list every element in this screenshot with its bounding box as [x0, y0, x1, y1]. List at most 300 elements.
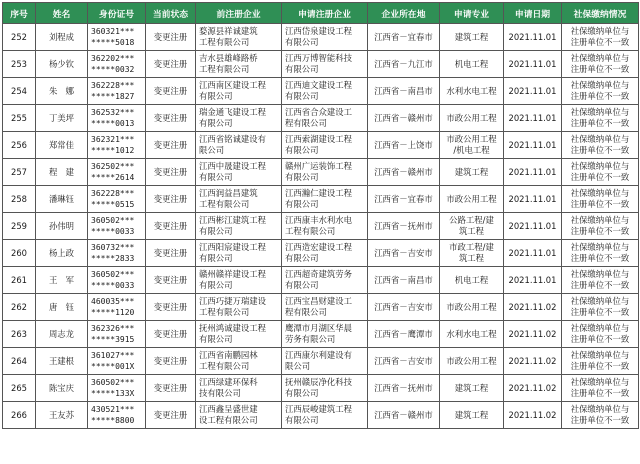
major-line: 机电工程 [454, 58, 489, 69]
cell-id [88, 132, 146, 159]
cell-no: 260 [3, 240, 36, 267]
prev-company-line: 江西鑫呈盛世建 [199, 404, 258, 414]
social-security-line: 注册单位不一致 [570, 415, 630, 425]
cell-status: 变更注册 [146, 402, 196, 429]
prev-company-line: 设工程有限公司 [199, 415, 258, 425]
prev-company-line: 赣州赣祥建设工程 [199, 269, 266, 279]
social-security-line: 社保缴纳单位与 [570, 80, 630, 90]
social-security-line: 注册单位不一致 [570, 226, 630, 236]
prev-company-line: 抚州鸿诚建设工程 [199, 323, 266, 333]
cell-major [440, 51, 504, 78]
header-major: 申请专业 [440, 3, 504, 24]
social-security-line: 社保缴纳单位与 [570, 161, 630, 171]
id-line-1: 460035*** [91, 297, 135, 306]
table-row [3, 51, 639, 78]
id-line-1: 360502*** [91, 270, 135, 279]
cell-status: 变更注册 [146, 51, 196, 78]
apply-company-line: 赣州广运装饰工程 [285, 161, 352, 171]
cell-major [440, 132, 504, 159]
cell-apply-company [282, 321, 368, 348]
id-line-1: 360502*** [91, 216, 135, 225]
cell-name: 潘琳钰 [36, 186, 88, 213]
header-prev-company: 前注册企业 [196, 3, 282, 24]
prev-company-line: 有限公司 [199, 118, 233, 128]
table-row [3, 24, 639, 51]
id-line-2: *****0515 [91, 200, 135, 209]
cell-no: 255 [3, 105, 36, 132]
apply-company-line: 程有限公司 [285, 118, 327, 128]
social-security-line: 社保缴纳单位与 [570, 296, 630, 306]
registration-table [2, 2, 639, 429]
id-line-1: 362321*** [91, 135, 135, 144]
cell-id [88, 159, 146, 186]
cell-prev-company [196, 294, 282, 321]
apply-company-line: 江西瀚仁建设工程 [285, 188, 352, 198]
cell-id [88, 267, 146, 294]
cell-name: 杨少钦 [36, 51, 88, 78]
cell-prev-company [196, 24, 282, 51]
cell-social-security [562, 402, 639, 429]
cell-date: 2021.11.02 [504, 348, 562, 375]
cell-no: 259 [3, 213, 36, 240]
table-row [3, 132, 639, 159]
prev-company-line: 江西绿建环保科 [199, 377, 258, 387]
id-line-1: 360502*** [91, 378, 135, 387]
cell-location: 江西省－赣州市 [368, 105, 440, 132]
apply-company-line: 江西省合众建设工 [285, 107, 352, 117]
cell-location: 江西省－赣州市 [368, 402, 440, 429]
cell-name: 杨上政 [36, 240, 88, 267]
social-security-line: 社保缴纳单位与 [570, 350, 630, 360]
cell-date: 2021.11.01 [504, 51, 562, 78]
cell-apply-company [282, 375, 368, 402]
cell-date: 2021.11.01 [504, 240, 562, 267]
cell-apply-company [282, 78, 368, 105]
major-line: 筑工程 [458, 226, 485, 236]
cell-date: 2021.11.02 [504, 375, 562, 402]
social-security-line: 社保缴纳单位与 [570, 215, 630, 225]
id-line-1: 361027*** [91, 351, 135, 360]
apply-company-line: 程有限公司 [285, 307, 327, 317]
cell-date: 2021.11.01 [504, 267, 562, 294]
social-security-line: 社保缴纳单位与 [570, 269, 630, 279]
prev-company-line: 工程有限公司 [199, 64, 250, 74]
cell-id [88, 240, 146, 267]
cell-prev-company [196, 213, 282, 240]
registration-table-container [2, 2, 638, 429]
cell-major [440, 267, 504, 294]
id-line-2: *****0033 [91, 281, 135, 290]
id-line-1: 430521*** [91, 405, 135, 414]
cell-apply-company [282, 51, 368, 78]
cell-status: 变更注册 [146, 186, 196, 213]
header-apply-company: 申请注册企业 [282, 3, 368, 24]
major-line: 市政工程/建 [449, 242, 494, 252]
apply-company-line: 江西辰峻建筑工程 [285, 404, 352, 414]
apply-company-line: 江西岱泉建设工程 [285, 26, 352, 36]
cell-id [88, 105, 146, 132]
id-line-1: 360732*** [91, 243, 135, 252]
major-line: 建筑工程 [454, 31, 489, 42]
apply-company-line: 江西宝昌财建设工 [285, 296, 352, 306]
id-line-2: *****2833 [91, 254, 135, 263]
apply-company-line: 江西迪文建设工程 [285, 80, 352, 90]
cell-prev-company [196, 105, 282, 132]
social-security-line: 注册单位不一致 [570, 118, 630, 128]
cell-apply-company [282, 240, 368, 267]
cell-no: 256 [3, 132, 36, 159]
cell-apply-company [282, 213, 368, 240]
cell-id [88, 51, 146, 78]
cell-no: 266 [3, 402, 36, 429]
id-line-1: 362532*** [91, 108, 135, 117]
major-line: 筑工程 [458, 253, 485, 263]
cell-name: 程 建 [36, 159, 88, 186]
cell-location: 江西省－吉安市 [368, 240, 440, 267]
cell-apply-company [282, 132, 368, 159]
apply-company-line: 有限公司 [285, 91, 319, 101]
cell-id [88, 402, 146, 429]
cell-apply-company [282, 186, 368, 213]
cell-major [440, 78, 504, 105]
social-security-line: 注册单位不一致 [570, 172, 630, 182]
social-security-line: 注册单位不一致 [570, 334, 630, 344]
cell-social-security [562, 267, 639, 294]
prev-company-line: 有限公司 [199, 172, 233, 182]
cell-name: 王友苏 [36, 402, 88, 429]
cell-location: 江西省－抚州市 [368, 213, 440, 240]
apply-company-line: 有限公司 [285, 199, 319, 209]
social-security-line: 社保缴纳单位与 [570, 26, 630, 36]
prev-company-line: 瑞金通飞建设工程 [199, 107, 266, 117]
cell-id [88, 24, 146, 51]
cell-name: 郑常佳 [36, 132, 88, 159]
cell-no: 252 [3, 24, 36, 51]
table-row [3, 213, 639, 240]
id-line-2: *****001X [91, 362, 135, 371]
apply-company-line: 限公司 [285, 361, 311, 371]
social-security-line: 注册单位不一致 [570, 388, 630, 398]
cell-name: 唐 钰 [36, 294, 88, 321]
apply-company-line: 江西超奇建筑劳务 [285, 269, 352, 279]
cell-no: 262 [3, 294, 36, 321]
cell-status: 变更注册 [146, 267, 196, 294]
prev-company-line: 婺源县祥诚建筑 [199, 26, 258, 36]
id-line-2: *****1827 [91, 92, 135, 101]
social-security-line: 社保缴纳单位与 [570, 323, 630, 333]
id-line-2: *****0032 [91, 65, 135, 74]
cell-prev-company [196, 186, 282, 213]
table-row [3, 240, 639, 267]
id-line-1: 362502*** [91, 162, 135, 171]
cell-name: 刘程成 [36, 24, 88, 51]
prev-company-line: 吉水县雄峰路桥 [199, 53, 258, 63]
cell-status: 变更注册 [146, 240, 196, 267]
cell-status: 变更注册 [146, 321, 196, 348]
cell-major [440, 159, 504, 186]
prev-company-line: 有限公司 [199, 226, 233, 236]
table-row [3, 375, 639, 402]
header-social-security: 社保缴纳情况 [562, 3, 639, 24]
prev-company-line: 有限公司 [199, 334, 233, 344]
prev-company-line: 限公司 [199, 145, 225, 155]
social-security-line: 注册单位不一致 [570, 64, 630, 74]
social-security-line: 社保缴纳单位与 [570, 134, 630, 144]
id-line-2: *****5018 [91, 38, 135, 47]
cell-date: 2021.11.01 [504, 78, 562, 105]
id-line-1: 360321*** [91, 27, 135, 36]
cell-social-security [562, 240, 639, 267]
social-security-line: 社保缴纳单位与 [570, 107, 630, 117]
apply-company-line: 有限公司 [285, 37, 319, 47]
prev-company-line: 工程有限公司 [199, 37, 250, 47]
cell-no: 263 [3, 321, 36, 348]
cell-date: 2021.11.01 [504, 186, 562, 213]
cell-name: 王 军 [36, 267, 88, 294]
cell-id [88, 375, 146, 402]
prev-company-line: 江西润益昌建筑 [199, 188, 258, 198]
social-security-line: 社保缴纳单位与 [570, 188, 630, 198]
major-line: 市政公用工程 [446, 301, 497, 312]
social-security-line: 注册单位不一致 [570, 91, 630, 101]
apply-company-line: 江西造宏建设工程 [285, 242, 352, 252]
prev-company-line: 有限公司 [199, 253, 233, 263]
social-security-line: 注册单位不一致 [570, 199, 630, 209]
cell-date: 2021.11.01 [504, 159, 562, 186]
cell-id [88, 78, 146, 105]
cell-location: 江西省－吉安市 [368, 294, 440, 321]
cell-social-security [562, 294, 639, 321]
major-line: 水利水电工程 [446, 85, 497, 96]
cell-location: 江西省－鹰潭市 [368, 321, 440, 348]
cell-name: 朱 娜 [36, 78, 88, 105]
cell-social-security [562, 213, 639, 240]
cell-major [440, 294, 504, 321]
apply-company-line: 劳务有限公司 [285, 334, 336, 344]
cell-id [88, 294, 146, 321]
cell-social-security [562, 159, 639, 186]
prev-company-line: 江西南区建设工程 [199, 80, 266, 90]
cell-prev-company [196, 402, 282, 429]
cell-location: 江西省－赣州市 [368, 159, 440, 186]
apply-company-line: 有限公司 [285, 280, 319, 290]
table-row [3, 294, 639, 321]
cell-prev-company [196, 348, 282, 375]
apply-company-line: 有限公司 [285, 145, 319, 155]
cell-status: 变更注册 [146, 132, 196, 159]
cell-status: 变更注册 [146, 105, 196, 132]
cell-location: 江西省－南昌市 [368, 78, 440, 105]
table-body [3, 24, 639, 429]
cell-no: 258 [3, 186, 36, 213]
cell-date: 2021.11.02 [504, 402, 562, 429]
cell-date: 2021.11.01 [504, 24, 562, 51]
table-row [3, 186, 639, 213]
major-line: 公路工程/建 [449, 215, 494, 225]
social-security-line: 社保缴纳单位与 [570, 53, 630, 63]
cell-prev-company [196, 132, 282, 159]
id-line-2: *****133X [91, 389, 135, 398]
cell-prev-company [196, 375, 282, 402]
table-row [3, 321, 639, 348]
apply-company-line: 有限公司 [285, 172, 319, 182]
cell-date: 2021.11.02 [504, 294, 562, 321]
cell-status: 变更注册 [146, 213, 196, 240]
id-line-1: 362202*** [91, 54, 135, 63]
table-row [3, 267, 639, 294]
cell-major [440, 213, 504, 240]
cell-apply-company [282, 159, 368, 186]
id-line-1: 362228*** [91, 189, 135, 198]
cell-social-security [562, 78, 639, 105]
social-security-line: 注册单位不一致 [570, 37, 630, 47]
prev-company-line: 有限公司 [199, 280, 233, 290]
cell-no: 257 [3, 159, 36, 186]
prev-company-line: 有限公司 [199, 91, 233, 101]
cell-date: 2021.11.01 [504, 132, 562, 159]
prev-company-line: 工程有限公司 [199, 361, 250, 371]
cell-prev-company [196, 240, 282, 267]
cell-prev-company [196, 267, 282, 294]
apply-company-line: 有限公司 [285, 253, 319, 263]
apply-company-line: 江西万博智能科技 [285, 53, 352, 63]
cell-apply-company [282, 267, 368, 294]
cell-id [88, 186, 146, 213]
cell-major [440, 186, 504, 213]
cell-apply-company [282, 402, 368, 429]
apply-company-line: 江西索湖建设工程 [285, 134, 352, 144]
cell-prev-company [196, 321, 282, 348]
prev-company-line: 技有限公司 [199, 388, 241, 398]
id-line-2: *****1012 [91, 146, 135, 155]
major-line: 建筑工程 [454, 409, 489, 420]
cell-social-security [562, 348, 639, 375]
major-line: 市政公用工程 [446, 134, 497, 144]
cell-name: 周志龙 [36, 321, 88, 348]
table-row [3, 78, 639, 105]
apply-company-line: 有限公司 [285, 415, 319, 425]
cell-social-security [562, 51, 639, 78]
prev-company-line: 江西中晟建设工程 [199, 161, 266, 171]
cell-name: 丁美坪 [36, 105, 88, 132]
cell-social-security [562, 132, 639, 159]
cell-no: 265 [3, 375, 36, 402]
cell-no: 261 [3, 267, 36, 294]
id-line-1: 362228*** [91, 81, 135, 90]
table-row [3, 348, 639, 375]
id-line-2: *****0033 [91, 227, 135, 236]
cell-date: 2021.11.01 [504, 213, 562, 240]
cell-no: 264 [3, 348, 36, 375]
apply-company-line: 江西康丰水利水电 [285, 215, 352, 225]
cell-social-security [562, 105, 639, 132]
cell-no: 254 [3, 78, 36, 105]
cell-location: 江西省－吉安市 [368, 348, 440, 375]
cell-apply-company [282, 105, 368, 132]
cell-prev-company [196, 78, 282, 105]
id-line-2: *****0013 [91, 119, 135, 128]
cell-status: 变更注册 [146, 375, 196, 402]
cell-social-security [562, 375, 639, 402]
cell-name: 孙伟明 [36, 213, 88, 240]
apply-company-line: 抚州赣辰净化科技 [285, 377, 352, 387]
prev-company-line: 江西省铭诚建设有 [199, 134, 266, 144]
apply-company-line: 有限公司 [285, 64, 319, 74]
cell-major [440, 105, 504, 132]
cell-date: 2021.11.01 [504, 105, 562, 132]
cell-social-security [562, 321, 639, 348]
prev-company-line: 江西巧捷万瑞建设 [199, 296, 266, 306]
cell-status: 变更注册 [146, 294, 196, 321]
major-line: 市政公用工程 [446, 193, 497, 204]
table-row [3, 105, 639, 132]
cell-apply-company [282, 348, 368, 375]
header-id: 身份证号 [88, 3, 146, 24]
cell-status: 变更注册 [146, 159, 196, 186]
cell-social-security [562, 24, 639, 51]
cell-id [88, 348, 146, 375]
cell-prev-company [196, 51, 282, 78]
major-line: 水利水电工程 [446, 328, 497, 339]
cell-name: 陈宝庆 [36, 375, 88, 402]
id-line-2: *****8800 [91, 416, 135, 425]
cell-status: 变更注册 [146, 348, 196, 375]
major-line: 建筑工程 [454, 166, 489, 177]
cell-name: 王建根 [36, 348, 88, 375]
cell-major [440, 402, 504, 429]
prev-company-line: 工程有限公司 [199, 199, 250, 209]
cell-major [440, 240, 504, 267]
cell-location: 江西省－抚州市 [368, 375, 440, 402]
id-line-2: *****1120 [91, 308, 135, 317]
apply-company-line: 工程有限公司 [285, 226, 336, 236]
social-security-line: 注册单位不一致 [570, 361, 630, 371]
cell-major [440, 321, 504, 348]
cell-social-security [562, 186, 639, 213]
social-security-line: 社保缴纳单位与 [570, 377, 630, 387]
social-security-line: 注册单位不一致 [570, 253, 630, 263]
social-security-line: 注册单位不一致 [570, 145, 630, 155]
cell-id [88, 321, 146, 348]
social-security-line: 社保缴纳单位与 [570, 404, 630, 414]
cell-location: 江西省－宜春市 [368, 24, 440, 51]
cell-no: 253 [3, 51, 36, 78]
cell-prev-company [196, 159, 282, 186]
cell-apply-company [282, 24, 368, 51]
header-status: 当前状态 [146, 3, 196, 24]
id-line-2: *****3915 [91, 335, 135, 344]
cell-apply-company [282, 294, 368, 321]
apply-company-line: 江西康尔利建设有 [285, 350, 352, 360]
table-row [3, 402, 639, 429]
social-security-line: 注册单位不一致 [570, 307, 630, 317]
header-location: 企业所在地 [368, 3, 440, 24]
table-header-row [3, 3, 639, 24]
table-row [3, 159, 639, 186]
major-line: 建筑工程 [454, 382, 489, 393]
apply-company-line: 鹰潭市月湖区华晨 [285, 323, 352, 333]
cell-major [440, 348, 504, 375]
header-date: 申请日期 [504, 3, 562, 24]
prev-company-line: 江西彬江建筑工程 [199, 215, 266, 225]
prev-company-line: 江西省南鹏园林 [199, 350, 258, 360]
header-name: 姓名 [36, 3, 88, 24]
cell-location: 江西省－九江市 [368, 51, 440, 78]
cell-date: 2021.11.02 [504, 321, 562, 348]
major-line: 市政公用工程 [446, 112, 497, 123]
cell-major [440, 375, 504, 402]
major-line: /机电工程 [453, 145, 490, 155]
